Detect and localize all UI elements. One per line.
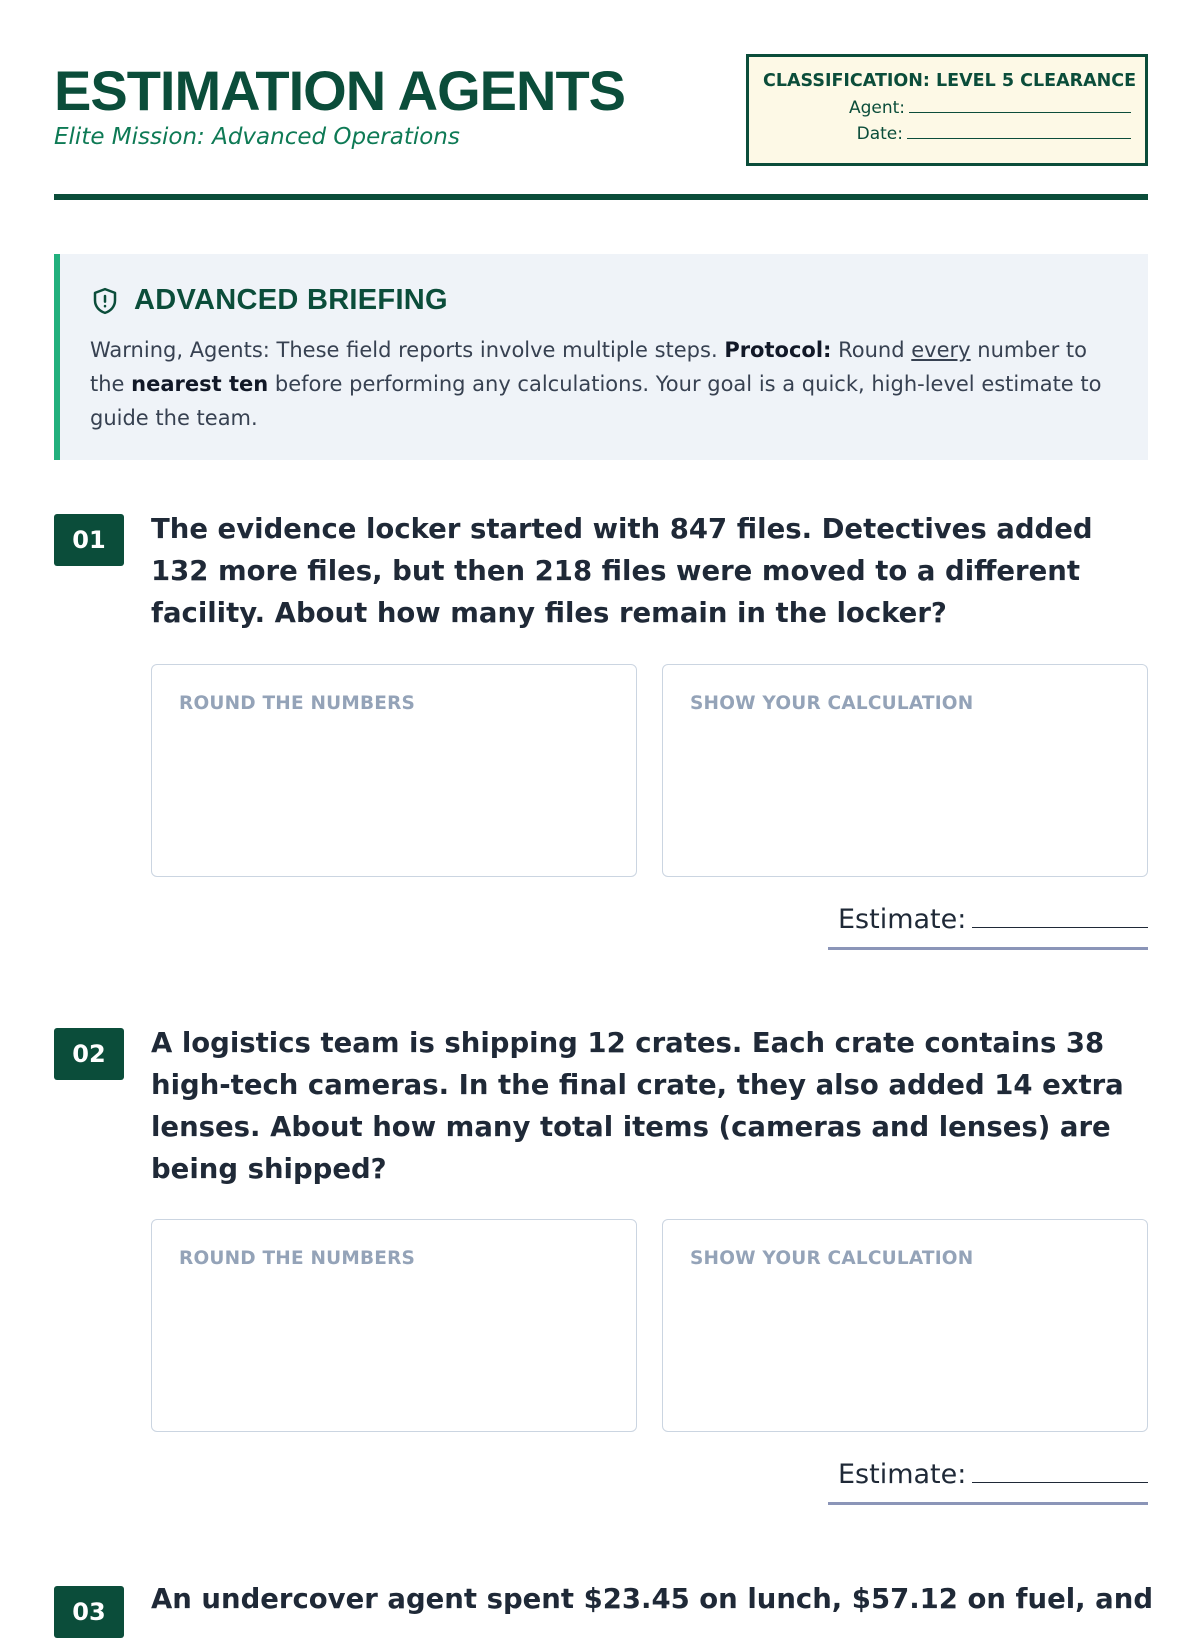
question-text: A logistics team is shipping 12 crates. Each crate contains 38 high-tech cameras. In the final crate, they also added 14 extra lenses. About how many total items (cameras and lenses) are being shipped?	[151, 1027, 1124, 1185]
estimate-field[interactable]	[828, 1457, 1148, 1505]
briefing-title: ADVANCED BRIEFING	[134, 284, 448, 316]
briefing-text: Warning, Agents: These field reports involve multiple steps. Protocol: Round every number to the nearest ten before performing any calculations. Your goal is a quick, high-level estimate to guide the team.	[90, 338, 1102, 430]
page-subtitle: Elite Mission: Advanced Operations	[54, 124, 460, 150]
clearance-box	[746, 54, 1148, 166]
shield-alert-icon	[90, 286, 120, 316]
briefing-header	[90, 284, 1118, 317]
question-text: The evidence locker started with 847 files. Detectives added 132 more files, but then 218 files were moved to a different facility. About how many files remain in the locker?	[151, 513, 1093, 629]
agent-label: Agent:	[848, 98, 905, 118]
show-calculation-label: SHOW YOUR CALCULATION	[690, 693, 974, 714]
estimate-blank[interactable]	[972, 902, 1148, 928]
round-numbers-box[interactable]	[151, 664, 637, 877]
show-calculation-box[interactable]	[662, 1219, 1148, 1432]
date-field[interactable]	[763, 121, 1131, 147]
round-numbers-label: ROUND THE NUMBERS	[179, 1248, 416, 1269]
date-label: Date:	[856, 124, 903, 144]
question-text: An undercover agent spent $23.45 on lunch, $57.12 on fuel, and	[151, 1583, 1154, 1615]
round-numbers-label: ROUND THE NUMBERS	[179, 693, 416, 714]
show-calculation-label: SHOW YOUR CALCULATION	[690, 1248, 974, 1269]
estimate-label: Estimate:	[838, 1459, 967, 1490]
agent-field[interactable]	[763, 95, 1131, 121]
estimate-field[interactable]	[828, 902, 1148, 950]
estimate-blank[interactable]	[972, 1457, 1148, 1483]
page-header	[54, 52, 1148, 202]
estimate-label: Estimate:	[838, 904, 967, 935]
page-title: ESTIMATION AGENTS	[54, 59, 625, 122]
advanced-briefing	[54, 254, 1148, 460]
date-blank[interactable]	[907, 121, 1131, 139]
clearance-title: CLASSIFICATION: LEVEL 5 CLEARANCE	[763, 71, 1137, 91]
agent-blank[interactable]	[909, 95, 1131, 113]
header-divider	[54, 194, 1148, 200]
question-number: 02	[54, 1028, 124, 1080]
show-calculation-box[interactable]	[662, 664, 1148, 877]
question-number: 01	[54, 514, 124, 566]
round-numbers-box[interactable]	[151, 1219, 637, 1432]
question-number: 03	[54, 1586, 124, 1638]
